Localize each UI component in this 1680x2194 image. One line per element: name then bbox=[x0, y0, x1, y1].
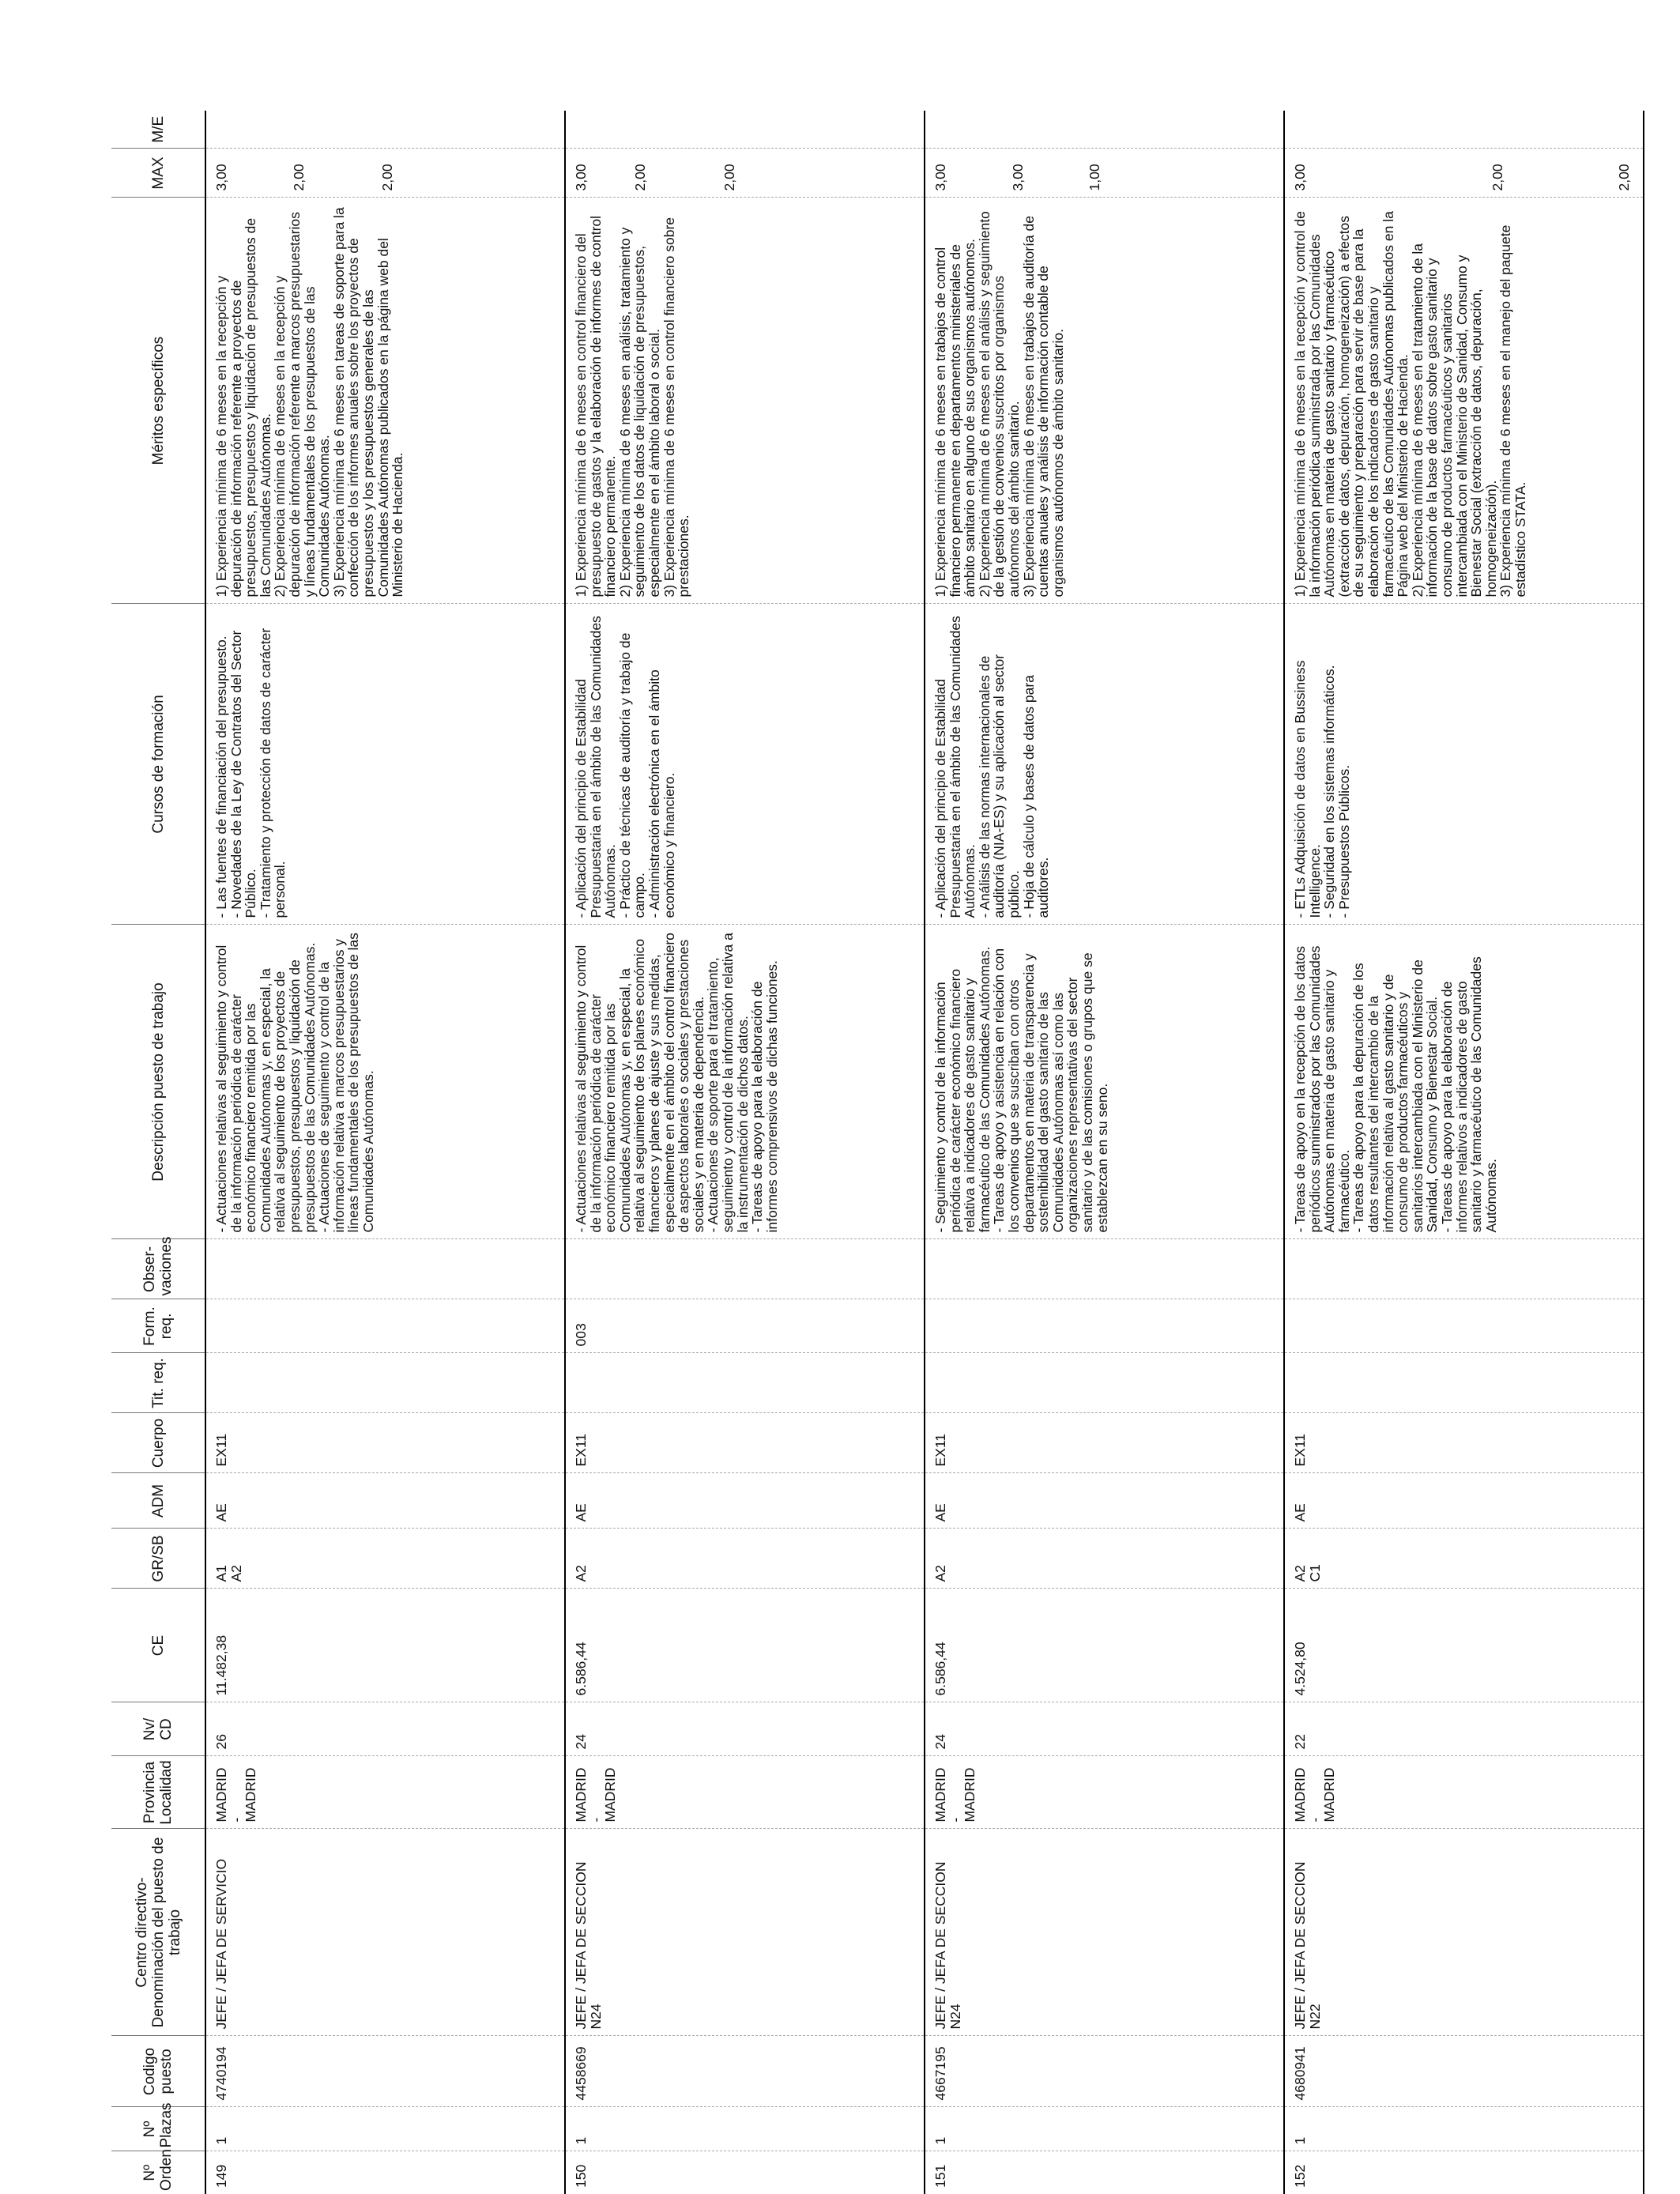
cell-obs bbox=[565, 1239, 925, 1299]
cell-codigo: 4740194 bbox=[205, 2036, 565, 2107]
cell-orden: 150 bbox=[565, 2151, 925, 2194]
cell-tit bbox=[205, 1353, 565, 1413]
header-plazas: Nº Plazas bbox=[111, 2107, 205, 2151]
cell-cursos: - Las fuentes de financiación del presupuesto. - Novedades de la Ley de Contratos del Sector Público. - Tratamiento y protección de datos de carácter personal. bbox=[205, 604, 565, 925]
cell-centro: JEFE / JEFA DE SECCION N24 bbox=[925, 1829, 1284, 2036]
cell-plazas: 1 bbox=[1284, 2107, 1644, 2151]
header-centro: Centro directivo-Denominación del puesto de trabajo bbox=[111, 1829, 205, 2036]
cell-provincia: MADRID - MADRID bbox=[1284, 1756, 1644, 1829]
cell-me bbox=[565, 111, 925, 149]
cell-max bbox=[1284, 149, 1644, 198]
cell-codigo: 4680941 bbox=[1284, 2036, 1644, 2107]
cell-ce: 6.586,44 bbox=[925, 1589, 1284, 1702]
cell-cursos: - Aplicación del principio de Estabilidad Presupuestaria en el ámbito de las Comunidades Autónomas. - Práctico de técnicas de auditoría y trabajo de campo. - Administración electrónica en el ámbito económico y financiero. bbox=[565, 604, 925, 925]
cell-form bbox=[925, 1299, 1284, 1353]
cell-descripcion: - Actuaciones relativas al seguimiento y control de la información periódica de carácter económico financiero remitida por las Comunidades Autónomas y, en especial, la relativa al seguimiento de los planes económico financieros y planes de ajuste y sus medidas, especialmente en el ámbito del control financiero de aspectos laborales o sociales y prestaciones sociales y en materia de dependencia. - Actuaciones de soporte para el tratamiento, seguimiento y control de la información relativa a la instrumentación de dichos datos. - Tareas de apoyo para la elaboración de informes comprensivos de dichas funciones. bbox=[565, 925, 925, 1239]
cell-me bbox=[1284, 111, 1644, 149]
cell-cuerpo: EX11 bbox=[565, 1413, 925, 1473]
cell-max bbox=[565, 149, 925, 198]
max-value-3: 2,00 bbox=[1616, 164, 1632, 191]
header-tit: Tit. req. bbox=[111, 1353, 205, 1413]
cell-max bbox=[925, 149, 1284, 198]
cell-provincia: MADRID - MADRID bbox=[925, 1756, 1284, 1829]
rotated-page bbox=[111, 111, 1657, 2194]
cell-tit bbox=[565, 1353, 925, 1413]
cell-form bbox=[1284, 1299, 1644, 1353]
cell-cursos: - ETLs Adquisición de datos en Bussiness Intelligence. - Seguridad en los sistemas informáticos. - Presupuestos Públicos. bbox=[1284, 604, 1644, 925]
header-nivel: Nv/ CD bbox=[111, 1702, 205, 1756]
header-adm: ADM bbox=[111, 1473, 205, 1529]
max-points-stack bbox=[574, 156, 917, 191]
cell-meritos: 1) Experiencia mínima de 6 meses en la recepción y depuración de información referente a proyectos de presupuestos, presupuestos y liquidación de presupuestos de las Comunidades Autónomas. 2) Experiencia mínima de 6 meses en la recepción y depuración de información referente a marcos presupuestarios y líneas fundamentales de los presupuestos de las Comunidades Autónomas. 3) Experiencia mínima de 6 meses en tareas de soporte para la confección de los informes anuales sobre los proyectos de presupuestos y los presupuestos generales de las Comunidades Autónomas publicados en la página web del Ministerio de Hacienda. bbox=[205, 198, 565, 604]
max-points-stack bbox=[933, 156, 1277, 191]
cell-adm: AE bbox=[1284, 1473, 1644, 1529]
cell-tit bbox=[925, 1353, 1284, 1413]
cell-form bbox=[205, 1299, 565, 1353]
cell-codigo: 4667195 bbox=[925, 2036, 1284, 2107]
cell-grsb: A2 bbox=[565, 1529, 925, 1589]
cell-meritos: 1) Experiencia mínima de 6 meses en control financiero del presupuesto de gastos y la elaboración de informes de control financiero permanente. 2) Experiencia mínima de 6 meses en análisis, tratamiento y seguimiento de los datos de liquidación de presupuestos, especialmente en el ámbito laboral o social. 3) Experiencia mínima de 6 meses en control financiero sobre prestaciones. bbox=[565, 198, 925, 604]
cell-cuerpo: EX11 bbox=[925, 1413, 1284, 1473]
header-cuerpo: Cuerpo bbox=[111, 1413, 205, 1473]
cell-cuerpo: EX11 bbox=[205, 1413, 565, 1473]
max-value-2: 2,00 bbox=[1490, 164, 1505, 191]
cell-ce: 4.524,80 bbox=[1284, 1589, 1644, 1702]
max-value-2: 2,00 bbox=[291, 164, 307, 191]
cell-grsb: A1 A2 bbox=[205, 1529, 565, 1589]
cell-provincia: MADRID - MADRID bbox=[205, 1756, 565, 1829]
cell-ce: 11.482,38 bbox=[205, 1589, 565, 1702]
table-row bbox=[565, 111, 925, 2194]
table-row bbox=[1284, 111, 1644, 2194]
max-points-stack bbox=[1293, 156, 1637, 191]
cell-centro: JEFE / JEFA DE SERVICIO bbox=[205, 1829, 565, 2036]
cell-max bbox=[205, 149, 565, 198]
cell-nivel: 26 bbox=[205, 1702, 565, 1756]
max-value-1: 3,00 bbox=[1292, 164, 1308, 191]
cell-codigo: 4458669 bbox=[565, 2036, 925, 2107]
cell-grsb: A2 C1 bbox=[1284, 1529, 1644, 1589]
cell-grsb: A2 bbox=[925, 1529, 1284, 1589]
header-provincia: Provincia Localidad bbox=[111, 1756, 205, 1829]
max-points-stack bbox=[214, 156, 558, 191]
cell-adm: AE bbox=[565, 1473, 925, 1529]
header-orden: Nº Orden bbox=[111, 2151, 205, 2194]
max-value-2: 2,00 bbox=[632, 164, 648, 191]
header-cursos: Cursos de formación bbox=[111, 604, 205, 925]
cell-tit bbox=[1284, 1353, 1644, 1413]
cell-me bbox=[205, 111, 565, 149]
cell-obs bbox=[925, 1239, 1284, 1299]
header-obs: Obser- vaciones bbox=[111, 1239, 205, 1299]
table-row bbox=[205, 111, 565, 2194]
header-grsb: GR/SB bbox=[111, 1529, 205, 1589]
job-positions-table bbox=[111, 111, 1644, 2194]
cell-plazas: 1 bbox=[925, 2107, 1284, 2151]
cell-obs bbox=[205, 1239, 565, 1299]
cell-form: 003 bbox=[565, 1299, 925, 1353]
header-me: M/E bbox=[111, 111, 205, 149]
table-header-row bbox=[111, 111, 205, 2194]
cell-descripcion: - Tareas de apoyo en la recepción de los datos periódicos suministrados por las Comunidades Autónomas en materia de gasto sanitario y farmacéutico. - Tareas de apoyo para la depuración de los datos resultantes del intercambio de la información relativa al gasto sanitario y de consumo de productos farmacéuticos y sanitarios intercambiada con el Ministerio de Sanidad, Consumo y Bienestar Social. - Tareas de apoyo para la elaboración de informes relativos a indicadores de gasto sanitario y farmacéutico de las Comunidades Autónomas. bbox=[1284, 925, 1644, 1239]
cell-nivel: 24 bbox=[925, 1702, 1284, 1756]
header-meritos: Méritos específicos bbox=[111, 198, 205, 604]
cell-meritos: 1) Experiencia mínima de 6 meses en trabajos de control financiero permanente en departamentos ministeriales de ámbito sanitario en alguno de sus organismos autónomos. 2) Experiencia mínima de 6 meses en el análisis y seguimiento de la gestión de convenios suscritos por organismos autónomos del ámbito sanitario. 3) Experiencia mínima de 6 meses en trabajos de auditoría de cuentas anuales y análisis de información contable de organismos autónomos de ámbito sanitario. bbox=[925, 198, 1284, 604]
header-form: Form. req. bbox=[111, 1299, 205, 1353]
cell-me bbox=[925, 111, 1284, 149]
cell-adm: AE bbox=[205, 1473, 565, 1529]
max-value-1: 3,00 bbox=[213, 164, 229, 191]
cell-descripcion: - Actuaciones relativas al seguimiento y control de la información periódica de carácter económico financiero remitida por las Comunidades Autónomas y, en especial, la relativa al seguimiento de los proyectos de presupuestos, presupuestos y liquidación de presupuestos de las Comunidades Autónomas. - Actuaciones de seguimiento y control de la información relativa a marcos presupuestarios y líneas fundamentales de los presupuestos de las Comunidades Autónomas. bbox=[205, 925, 565, 1239]
header-descripcion: Descripción puesto de trabajo bbox=[111, 925, 205, 1239]
table-row bbox=[925, 111, 1284, 2194]
max-value-2: 3,00 bbox=[1010, 164, 1026, 191]
cell-orden: 149 bbox=[205, 2151, 565, 2194]
cell-cursos: - Aplicación del principio de Estabilidad Presupuestaria en el ámbito de las Comunidades Autónomas. - Análisis de las normas internacionales de auditoría (NIA-ES) y su aplicación al sector público. - Hoja de cálculo y bases de datos para auditores. bbox=[925, 604, 1284, 925]
cell-provincia: MADRID - MADRID bbox=[565, 1756, 925, 1829]
cell-orden: 152 bbox=[1284, 2151, 1644, 2194]
cell-adm: AE bbox=[925, 1473, 1284, 1529]
cell-centro: JEFE / JEFA DE SECCION N24 bbox=[565, 1829, 925, 2036]
max-value-3: 2,00 bbox=[379, 164, 395, 191]
cell-plazas: 1 bbox=[565, 2107, 925, 2151]
cell-ce: 6.586,44 bbox=[565, 1589, 925, 1702]
max-value-3: 2,00 bbox=[721, 164, 737, 191]
header-ce: CE bbox=[111, 1589, 205, 1702]
cell-centro: JEFE / JEFA DE SECCION N22 bbox=[1284, 1829, 1644, 2036]
max-value-1: 3,00 bbox=[932, 164, 948, 191]
max-value-3: 1,00 bbox=[1087, 164, 1102, 191]
cell-obs bbox=[1284, 1239, 1644, 1299]
cell-cuerpo: EX11 bbox=[1284, 1413, 1644, 1473]
cell-nivel: 22 bbox=[1284, 1702, 1644, 1756]
cell-descripcion: - Seguimiento y control de la información periódica de carácter económico financiero relativa a indicadores de gasto sanitario y farmacéutico de las Comunidades Autónomas. - Tareas de apoyo y asistencia en relación con los convenios que se suscriban con otros departamentos en materia de transparencia y sostenibilidad del gasto sanitario de las Comunidades Autónomas así como las organizaciones representativas del sector sanitario y de las comisiones o grupos que se establezcan en su seno. bbox=[925, 925, 1284, 1239]
cell-meritos: 1) Experiencia mínima de 6 meses en la recepción y control de la información periódica suministrada por las Comunidades Autónomas en materia de gasto sanitario y farmacéutico (extracción de datos, depuración, homogeneización) a efectos de su seguimiento y preparación para servir de base para la elaboración de los indicadores de gasto sanitario y farmacéutico de las Comunidades Autónomas publicados en la Página web del Ministerio de Hacienda. 2) Experiencia mínima de 6 meses en el tratamiento de la información de la base de datos sobre gasto sanitario y consumo de productos farmacéuticos y sanitarios intercambiada con el Ministerio de Sanidad, Consumo y Bienestar Social (extracción de datos, depuración, homogeneización). 3) Experiencia mínima de 6 meses en el manejo del paquete estadístico STATA. bbox=[1284, 198, 1644, 604]
cell-orden: 151 bbox=[925, 2151, 1284, 2194]
header-codigo: Codigo puesto bbox=[111, 2036, 205, 2107]
header-max: MAX bbox=[111, 149, 205, 198]
max-value-1: 3,00 bbox=[573, 164, 589, 191]
cell-plazas: 1 bbox=[205, 2107, 565, 2151]
cell-nivel: 24 bbox=[565, 1702, 925, 1756]
